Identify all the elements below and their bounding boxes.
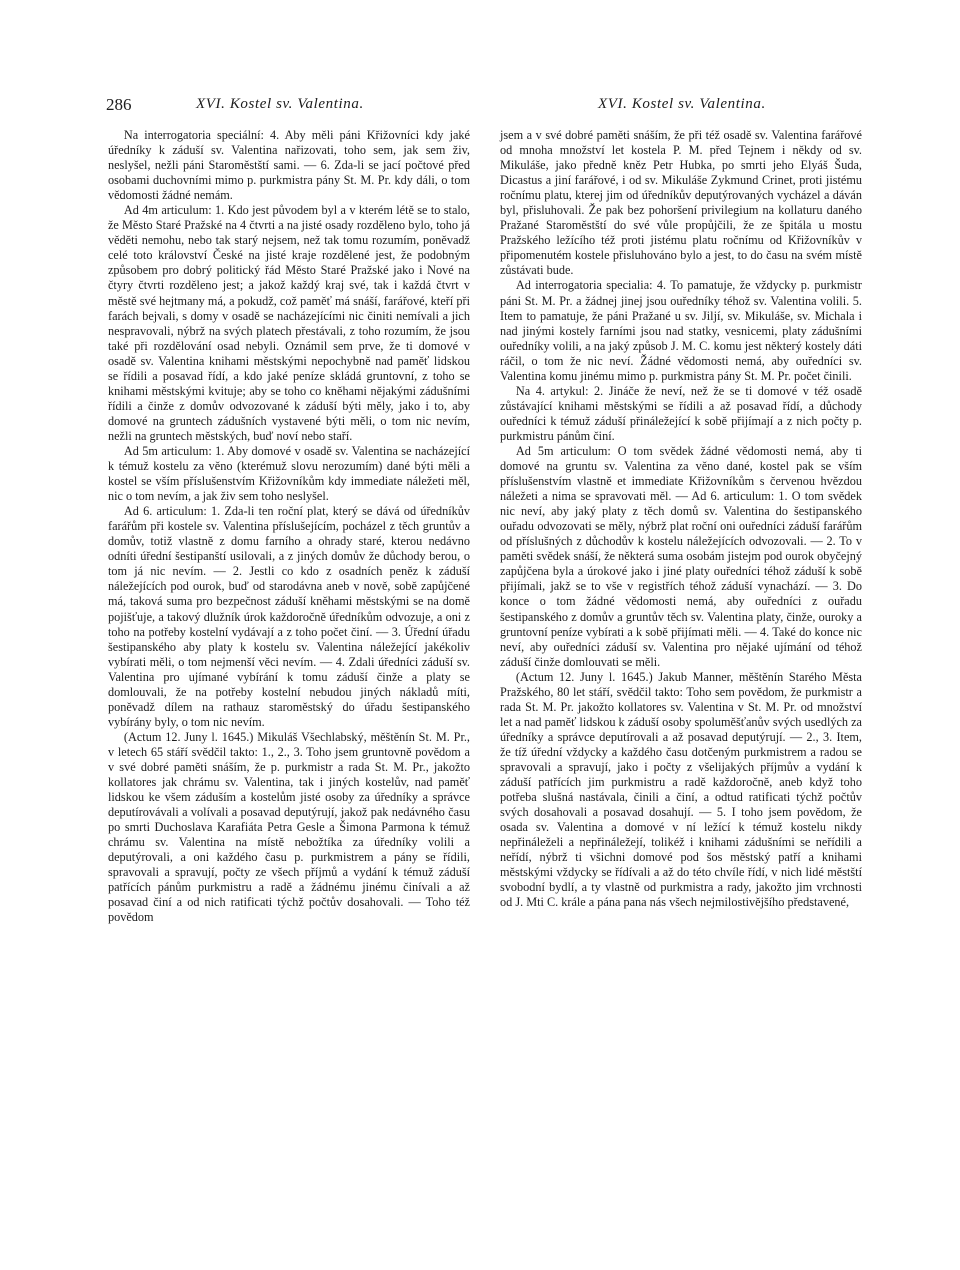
page-header [0,95,960,119]
paragraph: Ad 5m articulum: O tom svědek žádné vědomosti nemá, aby ti domové na gruntu sv. Valentina za věno dané, kostel pak se vším příslušenstvím vlastně et immediate Křižovníkům s červenou hvězdou náležeti a nima se spravovati měl. — Ad 6. articulum: 1. O tom svědek nic neví, aby jaký platy z těch domů sv. Valentina do šestipanského ouřadu odvozovati se měly, nýbrž plat roční oni ouředníci záduší farářům od příslušných z důchodův k kostelu náležejících odvozovali. — 2. To v paměti svědek snáší, že některá suma osobám jistejm pod ourok obyčejný zapůjčena byla a úrokové jako i jiné platy ouředníci téhož záduší k sobě přijímali, jakž se to vše v registřích téhož záduší vynachází. — 3. Do konce o tom žádné vědomosti nemá, aby ouředníci z ouřadu šestipanského z domův a gruntův těch sv. Valentina platy, činže, ouroky a gruntovní peníze vybírati a k sobě přijímati měli. — 4. Také do konce nic neví, aby ouředníci záduší sv. Valentina pro nějaké ujímání od téhož záduší činže domlouvati se měli. [500,443,862,669]
paragraph: jsem a v své dobré paměti snáším, že při též osadě sv. Valentina farářové od mnoha množství let kostela P. M. před Tejnem i někdy od sv. Mikuláše, jako předně kněz Petr Hubka, po smrti jeho Elyáš Šuda, Dicastus a jiní farářové, i od sv. Mikuláše Zykmund Crinet, proti jistému ročnímu platu, kterej jim od úředníkův deputýrovaných vycházel a dáván byl, přisluhovali. Že pak bez pohoršení privilegium na kollaturu daného Pražané Staroměstští do své vůle propůjčili, že ze špitála u mostu Pražského ležícího též proti jistému platu ročnímu od Křižovníkův v připomenutém kostele přisluhováno bylo a jest, to do času na svém místě zůstávati bude. [500,128,862,278]
paragraph: Na 4. artykul: 2. Jináče že neví, než že se ti domové v též osadě zůstávající knihami městskými se řídili a až posavad řídí, a důchody ouředníci k témuž záduší přináležející k sobě přijímají a z nich počty p. purkmistru pánům činí. [500,383,862,443]
paragraph: Na interrogatoria speciální: 4. Aby měli páni Křižovníci kdy jaké úředníky k záduší sv. Valentina nařizovati, toho sem, jak sem živ, neslyšel, nežli páni Staroměstští sami. — 6. Zda-li se jací počtové před osobami duchovními mimo p. purkmistra pány St. M. Pr. kdy dáli, o tom vědomosti žádné nemám. [108,128,470,203]
paragraph: Ad 5m articulum: 1. Aby domové v osadě sv. Valentina se nacházející k témuž kostelu za věno (kterémuž slovu nerozumím) dané býti měli a kostel se vším příslušenstvím Křižovníkům kdy immediate náležeti měl, nic o tom nevím, a jak živ sem toho neslyšel. [108,443,470,504]
page-number: 286 [106,95,132,114]
paragraph: (Actum 12. Juny l. 1645.) Jakub Manner, měštěnín Starého Města Pražského, 80 let stáří, svědčil takto: Toho sem povědom, že purkmistr a rada St. M. Pr. jakožto kollatores sv. Valentina v St. M. Pr. od množství let a nad paměť lidskou k záduší osoby spoluměšťanův svých usedlých za úředníky a správce deputírovali a až posavad deputýrují. — 2., 3. Item, že tíž úřední vždycky a každého času dotčeným purkmistrem a radou se spravovali a spravují, jako i počty z všelijakých příjmův a vydání k záduší patřících jim purkmistru a radě každoročně, aneb když toho potřeba slušná nastávala, činili a činí, a odtud ratificati týchž počtův svých dosahovali a posavad dosahují. — 5. I toho jsem povědom, že osada sv. Valentina a domové v ní ležící k témuž kostelu nikdy nepřináleželi a nepřináležejí, tolikéž i knihami zádušními se neřídili a neřídí, nýbrž ti všichni domové pod šos městský patří a knihami městskými vždycky se řídívali a až do této chvíle řídí, v nich lidé městští svobodní bydlí, a ty vlastně od purkmistra a rady, jakožto jim vrchnosti od J. Mti C. krále a pána pana nás všech nejmilostivějšího představené, [500,669,862,910]
paragraph: Ad interrogatoria specialia: 4. To pamatuje, že vždycky p. purkmistr páni St. M. Pr. a žádnej jinej jsou ouředníky téhož sv. Valentina volili. 5. Item to pamatuje, že páni Pražané u sv. Jiljí, sv. Mikuláše, sv. Michala i nad jinými kostely farními jsou nad statky, vesnicemi, platy zádušními ouředníky volili, a na jaký způsob J. M. C. komu jest některý kostely dáti ráčil, o tom že nic neví. Žádné vědomosti nemá, aby ouředníci sv. Valentina komu jinému mimo p. purkmistra pány St. M. Pr. počet činili. [500,278,862,383]
left-column [108,128,470,925]
paragraph: Ad 4m articulum: 1. Kdo jest původem byl a v kterém létě se to stalo, že Město Staré Pražské na 4 čtvrti a na jisté osady rozděleno bylo, toho já věděti nemohu, nebo tak starý nejsem, než tak tomu rozumím, poněvadž celé toto království České na jisté kraje rozdělené jest, že podobným způsobem pro dobrý politický řád Město Staré Pražské jako i Nové na čtyry čtvrti rozděleno jest; a jakož každý kraj své, tak i každá čtvrt v městě své hejtmany má, a pokudž, což paměť má snáší, farářové, kteří při farách bejvali, s domy v osadě se nacházejícími nic činiti nemívali a jich nespravovali, nýbrž na svých platech přestávali, z toho rozumím, že jsou také při rozdělování osad nebyli. Oznámil sem prve, že ti domové v osadě sv. Valentina knihami městskými nepochybně nad paměť lidskou se řídili a posavad řídí, a kdo jaké peníze skládá gruntovní, z toho se knihami městskými kvituje; aby se toho co kněhami nějakými zádušními řídili a činže z domův odvozované k záduší býti měly, jako i to, aby domové na gruntech zádušních vystavené býti měli, o tom nic nevím, nežli na gruntech městských, buď noví nebo staří. [108,203,470,443]
paragraph: (Actum 12. Juny l. 1645.) Mikuláš Všechlabský, měštěnín St. M. Pr., v letech 65 stáří svědčil takto: 1., 2., 3. Toho jsem gruntovně povědom a v své dobré paměti snáším, že p. purkmistr a rada St. M. Pr., jakožto kollatores jak chrámu sv. Valentina, tak i jiných kostelův, nad paměť lidskou ke všem záduším a kostelům jisté osoby za úředníky a správce deputírovávali a volívali a posavad deputýrují, jakož pak nedávného času po smrti Duchoslava Karafiáta Petra Gesle a Šimona Parmona k témuž chrámu sv. Valentina na místě nebožtíka za úředníky volili a deputýrovali, a oni každého času p. purkmistrem a pány se řídili, spravovali a spravují, počty ze všech příjmů a vydání k témuž záduší patřících pánům purkmistru a radě a žádnému jinému činívali a až posavad činí a od nich ratificati týchž počtův dosahovali. — Toho též povědom [108,729,470,925]
running-head-right: XVI. Kostel sv. Valentina. [598,96,766,112]
paragraph: Ad 6. articulum: 1. Zda-li ten roční plat, který se dává od úředníkův farářům při kostele sv. Valentina příslušejícím, pocházel z těch gruntův a domův, totiž vlastně z domu farního a ohrady staré, kterou nedávno odníti úřední šestipanští usilovali, a z jiných domův že důchody berou, o tom já nic nevím. — 2. Jestli co kdo z osadních peněz k záduší náležejících pod ourok, buď od starodávna aneb v nově, sobě zapůjčené má, taková suma pro bezpečnost záduší kněhami městskými se na domě pojišťuje, a takový dlužník úrok každoročně úředníkům odvozuje, a oni z toho na potřeby kostelní vydávají a z toho počet činí. — 3. Úřední úřadu šestipanského aby platy k kostelu sv. Valentina náležející jakékoliv vybírati měli, o tom nejmenší věci nevím. — 4. Zdali úředníci záduší sv. Valentina pro ujímané vybírání k tomu záduší činže a platy se domlouvali, že na potřeby kostelní nebudou jiných nákladů míti, poněvadž dílem na rathauz staroměstský do úřadu šestipanského vybírány byly, o tom nic nevím. [108,504,470,729]
right-column [500,128,862,910]
running-head-left: XVI. Kostel sv. Valentina. [196,96,364,112]
